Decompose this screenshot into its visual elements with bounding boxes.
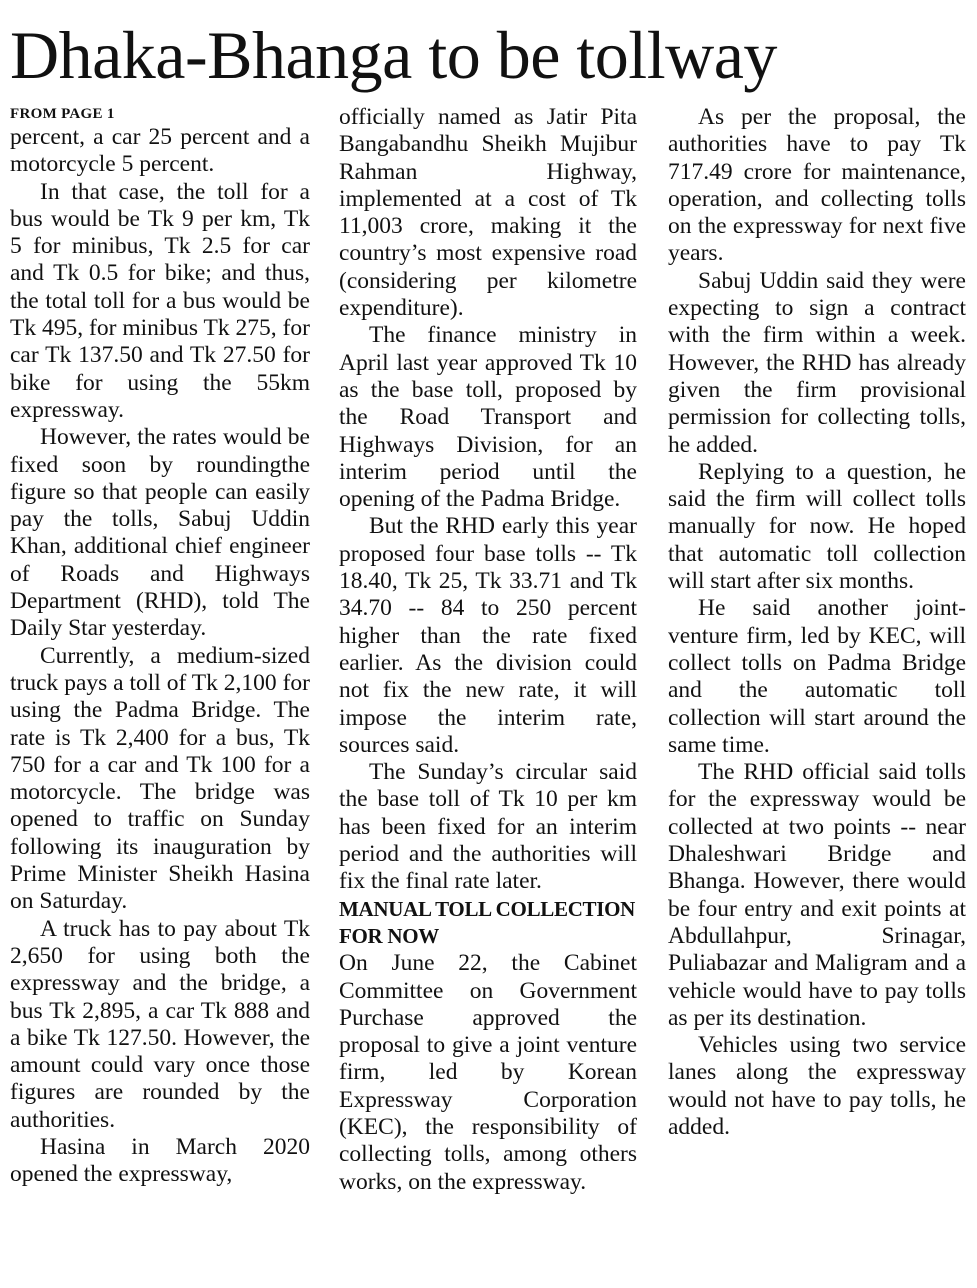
headline: Dhaka-Bhanga to be tollway	[10, 17, 777, 93]
paragraph: percent, a car 25 percent and a motorcycle 5 percent.	[10, 124, 310, 178]
paragraph: But the RHD early this year proposed four base tolls -- Tk 18.40, Tk 25, Tk 33.71 and Tk 34.70 -- 84 to 250 percent higher than the rate fixed earlier. As the division could not fix the new rate, it will impose the interim rate, sources said.	[339, 513, 637, 758]
article-column-1	[10, 104, 310, 1284]
paragraph: A truck has to pay about Tk 2,650 for using both the expressway and the bridge, a bus Tk 2,895, a car Tk 888 and a bike Tk 127.50. However, the amount could vary once those figures are rounded by the authorities.	[10, 915, 310, 1133]
article-column-3	[668, 104, 966, 1284]
paragraph: Currently, a medium-sized truck pays a toll of Tk 2,100 for using the Padma Bridge. The rate is Tk 2,400 for a bus, Tk 750 for a car and Tk 100 for a motorcycle. The bridge was opened to traffic on Sunday following its inauguration by Prime Minister Sheikh Hasina on Saturday.	[10, 642, 310, 915]
paragraph: The Sunday’s circular said the base toll of Tk 10 per km has been fixed for an interim period and the authorities will fix the final rate later.	[339, 759, 637, 895]
from-page-kicker: FROM PAGE 1	[10, 106, 115, 122]
paragraph: However, the rates would be fixed soon by roundingthe figure so that people can easily pay the tolls, Sabuj Uddin Khan, additional chief engineer of Roads and Highways Department (RHD), told The Daily Star yesterday.	[10, 424, 310, 642]
paragraph: Sabuj Uddin said they were expecting to sign a contract with the firm within a week. However, the RHD has already given the firm provisional permission for collecting tolls, he added.	[668, 267, 966, 458]
paragraph: The RHD official said tolls for the expressway would be collected at two points -- near Dhaleshwari Bridge and Bhanga. However, there would be four entry and exit points at Abdullahpur, Srinagar, Puliabazar and Maligram and a vehicle would have to pay tolls as per its destination.	[668, 759, 966, 1031]
paragraph: As per the proposal, the authorities have to pay Tk 717.49 crore for maintenance, operation, and collecting tolls on the expressway for next five years.	[668, 104, 966, 267]
paragraph: In that case, the toll for a bus would be Tk 9 per km, Tk 5 for minibus, Tk 2.5 for car and Tk 0.5 for bike; and thus, the total toll for a bus would be Tk 495, for minibus Tk 275, for car Tk 137.50 and Tk 27.50 for bike for using the 55km expressway.	[10, 178, 310, 423]
paragraph: On June 22, the Cabinet Committee on Government Purchase approved the proposal to give a joint venture firm, led by Korean Expressway Corporation (KEC), the responsibility of collecting tolls, among others works, on the expressway.	[339, 950, 637, 1195]
article-column-2	[339, 104, 637, 1284]
paragraph: The finance ministry in April last year approved Tk 10 as the base toll, proposed by the Road Transport and Highways Division, for an interim period until the opening of the Padma Bridge.	[339, 322, 637, 513]
paragraph: Hasina in March 2020 opened the expressway,	[10, 1133, 310, 1188]
paragraph: Vehicles using two service lanes along the expressway would not have to pay tolls, he added.	[668, 1032, 966, 1140]
paragraph: Replying to a question, he said the firm will collect tolls manually for now. He hoped that automatic toll collection will start after six months.	[668, 458, 966, 595]
paragraph: officially named as Jatir Pita Bangabandhu Sheikh Mujibur Rahman Highway, implemented at a cost of Tk 11,003 crore, making it the country’s most expensive road (considering per kilometre expenditure).	[339, 104, 637, 322]
section-subhead: MANUAL TOLL COLLECTION FOR NOW	[339, 896, 636, 948]
paragraph: He said another joint-venture firm, led by KEC, will collect tolls on Padma Bridge and the automatic toll collection will start around the same time.	[668, 595, 966, 758]
